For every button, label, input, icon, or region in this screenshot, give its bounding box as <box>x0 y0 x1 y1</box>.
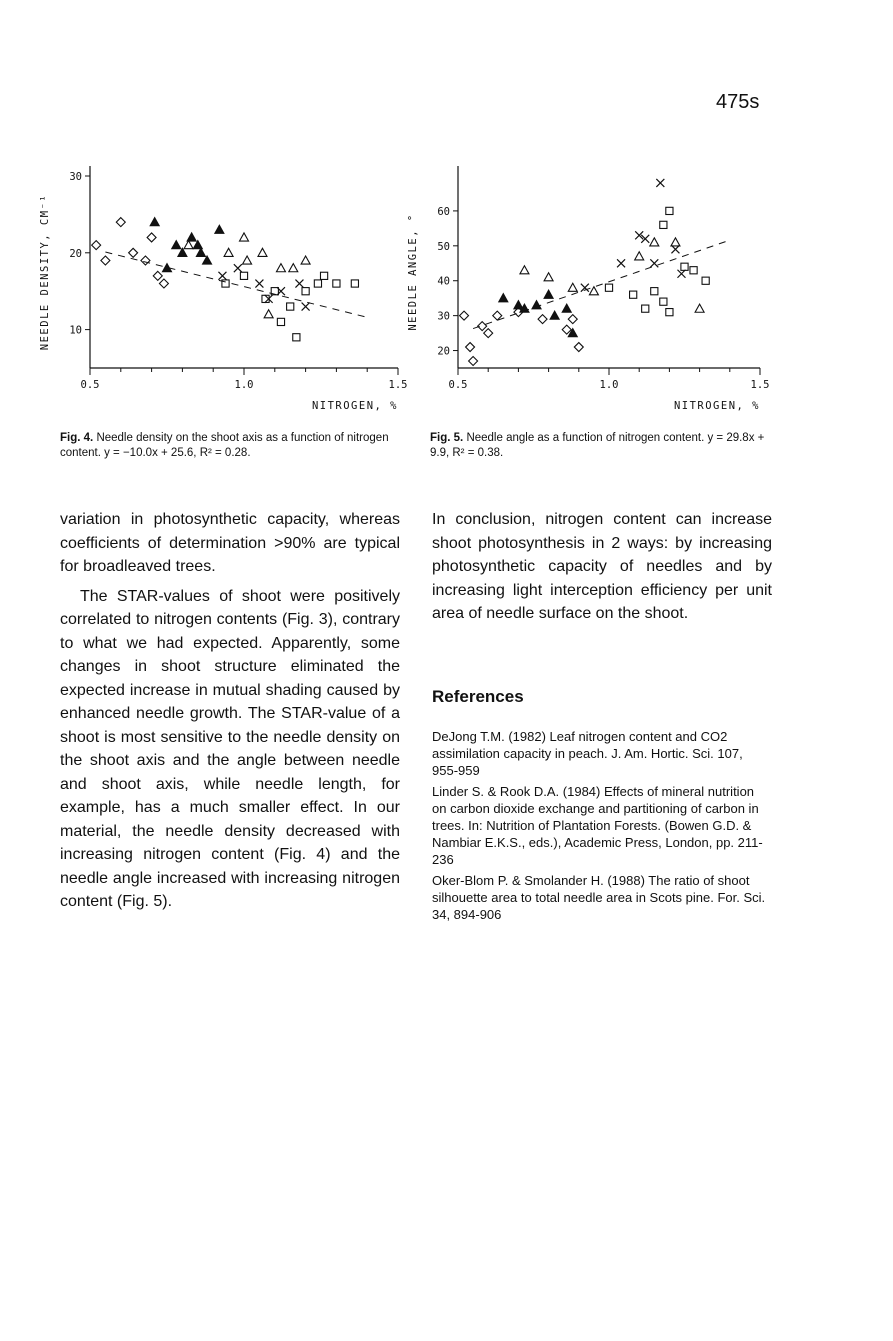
figure-5-scatter-plot <box>407 158 798 428</box>
x-tick-label: 1.0 <box>234 379 254 391</box>
data-point-square <box>690 267 697 274</box>
data-point-triangle <box>695 304 704 312</box>
data-point-diamond <box>159 279 168 288</box>
regression-line <box>473 240 730 328</box>
data-point-filled-triangle <box>499 294 508 302</box>
x-axis-label: NITROGEN, % <box>311 400 398 412</box>
y-tick-label: 40 <box>437 275 450 288</box>
figure-5-caption <box>430 431 780 461</box>
data-point-square <box>660 298 667 305</box>
data-point-diamond <box>101 256 110 265</box>
data-point-filled-triangle <box>532 301 541 309</box>
data-point-diamond <box>469 357 478 366</box>
data-point-square <box>351 280 358 287</box>
data-point-triangle <box>243 256 252 264</box>
reference-item: DeJong T.M. (1982) Leaf nitrogen content and CO2 assimilation capacity in peach. J. Am. Hortic. Sci. 107, 955-959 <box>432 729 743 778</box>
data-point-square <box>651 288 658 295</box>
data-point-triangle <box>224 248 233 256</box>
figure-5-caption-label: Fig. 5. <box>430 432 464 444</box>
y-axis-label: NEEDLE ANGLE, ° <box>407 213 419 331</box>
data-point-diamond <box>92 241 101 250</box>
y-tick-label: 50 <box>437 240 450 253</box>
y-tick-label: 20 <box>437 345 450 358</box>
data-point-cross <box>218 272 226 280</box>
data-point-triangle <box>301 256 310 264</box>
data-point-square <box>660 221 667 228</box>
data-point-diamond <box>460 311 469 320</box>
data-point-triangle <box>264 310 273 318</box>
y-tick-label: 30 <box>437 310 450 323</box>
data-point-cross <box>677 270 685 278</box>
data-point-filled-triangle <box>568 329 577 337</box>
left-column-text <box>60 508 400 914</box>
y-tick-label: 30 <box>69 171 82 183</box>
data-point-diamond <box>129 248 138 257</box>
data-point-square <box>642 305 649 312</box>
data-point-diamond <box>484 329 493 338</box>
page-number: 475s <box>716 91 760 113</box>
data-point-square <box>702 277 709 284</box>
left-paragraph-1: variation in photosynthetic capacity, whereas coefficients of determination >90% are typical for broadleaved trees. <box>60 511 400 575</box>
data-point-diamond <box>153 271 162 280</box>
data-point-diamond <box>538 315 547 324</box>
figure-4-caption <box>60 431 410 461</box>
data-point-square <box>666 207 673 214</box>
data-point-diamond <box>116 218 125 227</box>
data-point-diamond <box>147 233 156 242</box>
data-point-cross <box>255 280 263 288</box>
data-point-cross <box>671 245 679 253</box>
data-point-diamond <box>568 315 577 324</box>
figure-4-caption-text: Needle density on the shoot axis as a function of nitrogen content. y = −10.0x + 25.6, R² = 0.28. <box>60 432 389 459</box>
x-tick-label: 1.0 <box>599 379 619 391</box>
data-point-filled-triangle <box>196 248 205 256</box>
data-point-triangle <box>258 248 267 256</box>
data-point-diamond <box>466 343 475 352</box>
data-point-triangle <box>240 233 249 241</box>
data-point-triangle <box>635 252 644 260</box>
y-axis-label: NEEDLE DENSITY, CM⁻¹ <box>39 193 51 351</box>
data-point-triangle <box>568 283 577 291</box>
data-point-cross <box>656 179 664 187</box>
regression-line <box>105 252 367 317</box>
data-point-triangle <box>276 264 285 272</box>
data-point-filled-triangle <box>514 301 523 309</box>
data-point-triangle <box>671 238 680 246</box>
data-point-diamond <box>141 256 150 265</box>
data-point-triangle <box>520 266 529 274</box>
data-point-cross <box>650 259 658 267</box>
data-point-cross <box>234 264 242 272</box>
data-point-triangle <box>289 264 298 272</box>
data-point-triangle <box>184 241 193 249</box>
x-tick-label: 1.5 <box>750 379 770 391</box>
data-point-square <box>314 280 321 287</box>
data-point-filled-triangle <box>150 218 159 226</box>
data-point-square <box>666 309 673 316</box>
y-tick-label: 60 <box>437 205 450 218</box>
data-point-filled-triangle <box>203 256 212 264</box>
x-tick-label: 1.5 <box>388 379 408 391</box>
data-point-square <box>320 272 327 279</box>
x-tick-label: 0.5 <box>80 379 100 391</box>
data-point-square <box>277 318 284 325</box>
data-point-filled-triangle <box>550 311 559 319</box>
data-point-triangle <box>544 273 553 281</box>
reference-item: Oker-Blom P. & Smolander H. (1988) The ratio of shoot silhouette area to total needle area in Scots pine. For. Sci. 34, 894-906 <box>432 873 766 922</box>
figure-5-caption-text: Needle angle as a function of nitrogen content. y = 29.8x + 9.9, R² = 0.38. <box>430 432 765 459</box>
right-column-text <box>432 508 772 626</box>
references-list <box>432 728 772 927</box>
x-axis-label: NITROGEN, % <box>673 400 760 412</box>
data-point-filled-triangle <box>215 225 224 233</box>
data-point-filled-triangle <box>172 241 181 249</box>
data-point-square <box>333 280 340 287</box>
figure-5-svg <box>407 158 798 428</box>
data-point-square <box>293 334 300 341</box>
right-paragraph-1: In conclusion, nitrogen content can increase shoot photosynthesis in 2 ways: by increasing photosynthetic capacity of needles and by increasing light interception efficiency per unit area of needle surface on the shoot. <box>432 511 772 622</box>
data-point-triangle <box>589 287 598 295</box>
data-point-filled-triangle <box>544 290 553 298</box>
data-point-triangle <box>650 238 659 246</box>
data-point-square <box>240 272 247 279</box>
data-point-square <box>302 288 309 295</box>
data-point-square <box>287 303 294 310</box>
y-tick-label: 20 <box>69 247 82 260</box>
y-tick-label: 10 <box>69 324 82 337</box>
data-point-filled-triangle <box>178 248 187 256</box>
data-point-square <box>605 284 612 291</box>
figure-4-svg <box>39 158 420 428</box>
references-heading: References <box>432 687 524 706</box>
data-point-filled-triangle <box>562 304 571 312</box>
reference-item: Linder S. & Rook D.A. (1984) Effects of mineral nutrition on carbon dioxide exchange and partitioning of carbon in trees. In: Nutrition of Plantation Forests. (Bowen G.D. & Nambiar E.K.S., eds.), Academic Press, London, pp. 211-236 <box>432 784 763 867</box>
figure-4-scatter-plot <box>39 158 420 428</box>
x-tick-label: 0.5 <box>448 379 468 391</box>
left-paragraph-2: The STAR-values of shoot were positively correlated to nitrogen contents (Fig. 3), contrary to what we had expected. Apparently, some changes in shoot structure eliminated the expected increase in mutual shading caused by enhanced needle growth. The STAR-value of a shoot is most sensitive to the needle density on the shoot axis and the angle between needle and shoot axis, while needle length, for example, has a much smaller effect. In our material, the needle density decreased with increasing nitrogen content (Fig. 4) and the needle angle increased with increasing nitrogen content (Fig. 5). <box>60 587 400 910</box>
data-point-cross <box>617 259 625 267</box>
data-point-square <box>630 291 637 298</box>
data-point-square <box>681 263 688 270</box>
data-point-cross <box>302 303 310 311</box>
data-point-diamond <box>574 343 583 352</box>
figure-4-caption-label: Fig. 4. <box>60 432 94 444</box>
data-point-cross <box>295 280 303 288</box>
